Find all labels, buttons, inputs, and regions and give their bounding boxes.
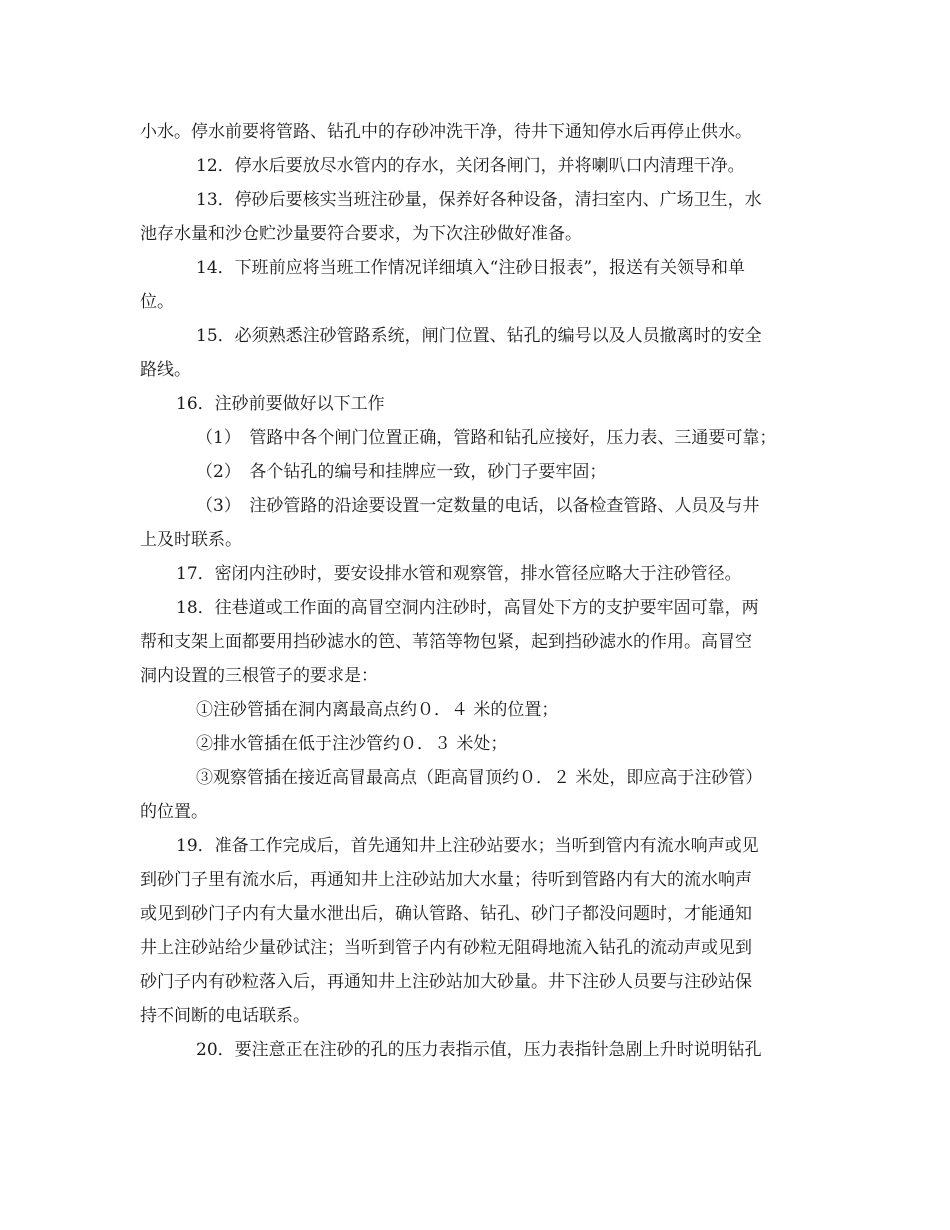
text-line: 14．下班前应将当班工作情况详细填入“注砂日报表”，报送有关领导和单 <box>196 258 746 278</box>
text-line: 20．要注意正在注砂的孔的压力表指示值，压力表指针急剧上升时说明钻孔 <box>196 1040 762 1060</box>
text-line: 池存水量和沙仓贮沙量要符合要求，为下次注砂做好准备。 <box>140 224 582 244</box>
text-line: 路线。 <box>140 360 191 380</box>
text-line: 13．停砂后要核实当班注砂量，保养好各种设备，清扫室内、广场卫生，水 <box>196 190 762 210</box>
text-line: 12．停水后要放尽水管内的存水，关闭各闸门，并将喇叭口内清理干净。 <box>196 156 745 176</box>
text-line: 15．必须熟悉注砂管路系统，闸门位置、钻孔的编号以及人员撤离时的安全 <box>196 326 762 346</box>
text-line: （1） 管路中各个闸门位置正确，管路和钻孔应接好，压力表、三通要可靠； <box>196 428 777 448</box>
text-line: 的位置。 <box>140 802 208 822</box>
text-line: 帮和支架上面都要用挡砂滤水的笆、苇箔等物包紧，起到挡砂滤水的作用。高冒空 <box>140 632 752 652</box>
text-line: 18．往巷道或工作面的高冒空洞内注砂时，高冒处下方的支护要牢固可靠，两 <box>176 598 759 618</box>
text-line: 位。 <box>140 292 174 312</box>
text-line: 井上注砂站给少量砂试注；当听到管子内有砂粒无阻碍地流入钻孔的流动声或见到 <box>140 938 752 958</box>
text-line: （2） 各个钻孔的编号和挂牌应一致，砂门子要牢固； <box>196 462 607 482</box>
text-line: ③观察管插在接近高冒最高点（距高冒顶约０．２ 米处，即应高于注砂管） <box>196 768 763 788</box>
text-line: 小水。停水前要将管路、钻孔中的存砂冲洗干净，待井下通知停水后再停止供水。 <box>140 122 752 142</box>
text-line: 到砂门子里有流水后，再通知井上注砂站加大水量；待听到管路内有大的流水响声 <box>140 870 752 890</box>
text-line: ②排水管插在低于注沙管约０．３ 米处； <box>196 734 508 754</box>
text-line: 19．准备工作完成后，首先通知井上注砂站要水；当听到管内有流水响声或见 <box>176 836 759 856</box>
text-line: 持不间断的电话联系。 <box>140 1006 310 1026</box>
text-line: 16．注砂前要做好以下工作 <box>176 394 385 414</box>
text-line: 或见到砂门子内有大量水泄出后，确认管路、钻孔、砂门子都没问题时，才能通知 <box>140 904 752 924</box>
text-line: 17．密闭内注砂时，要安设排水管和观察管，排水管径应略大于注砂管径。 <box>176 564 742 584</box>
text-line: 上及时联系。 <box>140 530 242 550</box>
text-line: 砂门子内有砂粒落入后，再通知井上注砂站加大砂量。井下注砂人员要与注砂站保 <box>140 972 752 992</box>
text-line: （3） 注砂管路的沿途要设置一定数量的电话，以备检查管路、人员及与井 <box>196 496 760 516</box>
text-line: 洞内设置的三根管子的要求是： <box>140 666 378 686</box>
text-line: ①注砂管插在洞内离最高点约０．４ 米的位置； <box>196 700 559 720</box>
